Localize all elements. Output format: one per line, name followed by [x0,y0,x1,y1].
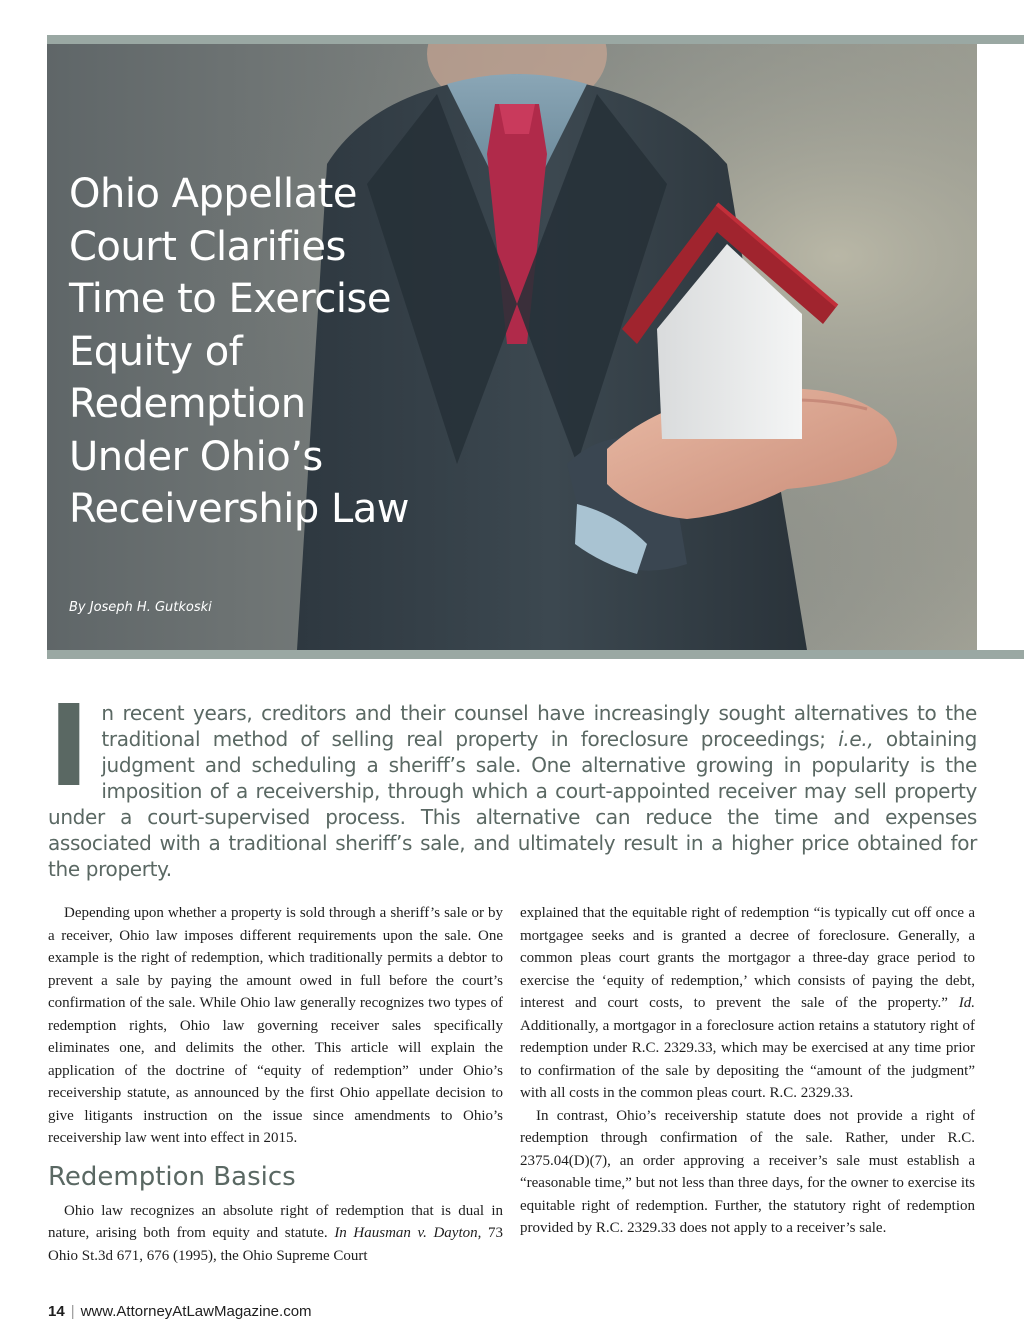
article-title: Ohio Appellate Court Clarifies Time to Exercise Equity of Redemption Under Ohio’s Receivership Law [69,171,409,532]
paragraph-text: Ohio law recognizes an absolute right of redemption that is dual in nature, arising both from equity and statute. [48,1202,503,1241]
paragraph-text: Additionally, a mortgagor in a foreclosure action retains a statutory right of redemption under R.C. 2329.33, which may be exercised at any time prior to confirmation of the sale by depositing the “amount of the judgment” with all costs in the common pleas court. R.C. 2329.33. [520,1017,975,1101]
page-footer [48,1303,312,1320]
citation-id: Id. [958,995,975,1011]
case-citation: In Hausman v. Dayton [334,1225,478,1241]
body-paragraph [520,902,975,1105]
lede-italic: i.e., [838,727,874,751]
website-url: www.AttorneyAtLawMagazine.com [80,1303,312,1320]
body-paragraph [48,1200,503,1268]
lede-text-part1: n recent years, creditors and their counsel have increasingly sought alternatives to the traditional method of selling real property in foreclosure proceedings; [101,701,977,751]
top-accent-rule [47,35,1024,44]
body-paragraph: Depending upon whether a property is sold through a sheriff’s sale or by a receiver, Ohio law imposes different requirements upon the sale. One example is the right of redemption, which traditionally permits a debtor to prevent a sale by paying the amount owed in full before the court’s confirmation of the sale. While Ohio law generally recognizes two types of redemption rights, Ohio law governing receiver sales specifically eliminates one, and delimits the other. This article will explain the application of the doctrine of “equity of redemption” under Ohio’s receivership statute, as announced by the first Ohio appellate decision to give litigants instruction on the issue since amendments to Ohio’s receivership law went into effect in 2015. [48,905,503,1146]
author-byline: By Joseph H. Gutkoski [69,600,212,615]
left-column [48,902,503,1267]
lede-paragraph [48,682,977,882]
drop-cap: I [48,682,90,812]
body-paragraph: In contrast, Ohio’s receivership statute does not provide a right of redemption through confirmation of the sale. Rather, under R.C. 2375.04(D)(7), an order approving a receiver’s sale must establish a “reasonable time,” but not less than three days, for the owner to exercise its equitable right of redemption. Further, the statutory right of redemption provided by R.C. 2329.33 does not apply to a receiver’s sale. [520,1107,975,1236]
paragraph-text: , 73 Ohio St.3d 671, 676 (1995), the Ohio Supreme Court [48,1225,504,1264]
bottom-accent-rule [47,650,1024,659]
page-number: 14 [48,1303,65,1320]
hero-margin [977,44,1024,650]
footer-separator: | [70,1303,75,1320]
right-column [520,902,975,1240]
hero-image [47,44,977,650]
lede-text-part2: obtaining judgment and scheduling a sheriff’s sale. One alternative growing in popularity is the imposition of a receivership, through which a court-appointed receiver may sell property under a court-supervised process. This alternative can reduce the time and expenses associated with a traditional sheriff’s sale, and ultimately result in a higher price obtained for the property. [48,727,977,881]
section-heading: Redemption Basics [48,1161,296,1192]
paragraph-text: explained that the equitable right of redemption “is typically cut off once a mortgagee seeks and is granted a decree of foreclosure. Generally, a common pleas court grants the mortgagor a three-day grace period to exercise the ‘equity of redemption,’ which consists of paying the debt, interest and court costs, to prevent the sale of the property.” [520,905,975,1011]
